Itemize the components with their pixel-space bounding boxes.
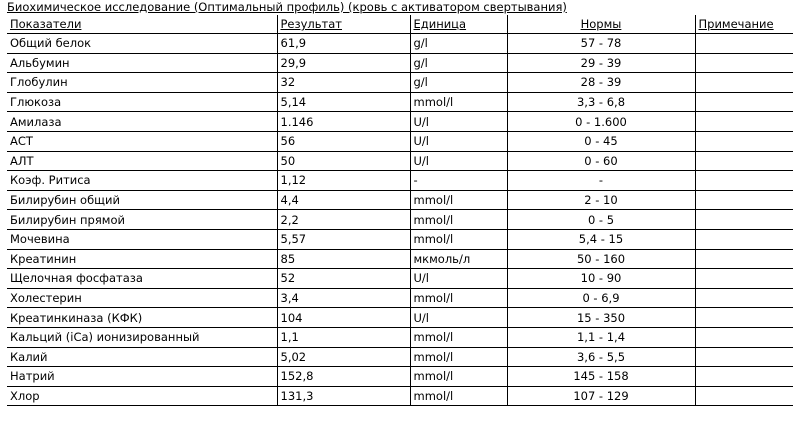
cell-name: Кальций (iCa) ионизированный — [7, 327, 277, 347]
cell-norm: 15 - 350 — [507, 308, 695, 328]
cell-result: 52 — [277, 269, 410, 289]
cell-name: Щелочная фосфатаза — [7, 269, 277, 289]
cell-name: Общий белок — [7, 34, 277, 54]
table-row — [7, 112, 793, 132]
cell-result: 2,2 — [277, 210, 410, 230]
cell-norm: 0 - 5 — [507, 210, 695, 230]
cell-note — [695, 131, 793, 151]
cell-norm: 1,1 - 1,4 — [507, 327, 695, 347]
cell-note — [695, 190, 793, 210]
cell-name: Глобулин — [7, 73, 277, 93]
cell-norm: 57 - 78 — [507, 34, 695, 54]
cell-result: 152,8 — [277, 367, 410, 387]
cell-unit: g/l — [410, 53, 507, 73]
cell-name: Мочевина — [7, 229, 277, 249]
cell-norm: - — [507, 171, 695, 191]
cell-result: 56 — [277, 131, 410, 151]
cell-norm: 28 - 39 — [507, 73, 695, 93]
table-row — [7, 347, 793, 367]
table-row — [7, 34, 793, 54]
table-row — [7, 73, 793, 93]
cell-note — [695, 308, 793, 328]
cell-name: Коэф. Ритиса — [7, 171, 277, 191]
cell-norm: 2 - 10 — [507, 190, 695, 210]
cell-result: 4,4 — [277, 190, 410, 210]
cell-norm: 0 - 45 — [507, 131, 695, 151]
cell-result: 61,9 — [277, 34, 410, 54]
cell-unit: mmol/l — [410, 347, 507, 367]
header-result: Результат — [277, 15, 410, 34]
cell-result: 5,02 — [277, 347, 410, 367]
cell-unit: U/l — [410, 308, 507, 328]
table-row — [7, 131, 793, 151]
cell-name: Амилаза — [7, 112, 277, 132]
cell-unit: U/l — [410, 112, 507, 132]
cell-result: 3,4 — [277, 288, 410, 308]
cell-name: Билирубин общий — [7, 190, 277, 210]
table-row — [7, 249, 793, 269]
cell-norm: 107 - 129 — [507, 386, 695, 406]
table-row — [7, 308, 793, 328]
table-row — [7, 190, 793, 210]
cell-note — [695, 53, 793, 73]
cell-unit: мкмоль/л — [410, 249, 507, 269]
cell-note — [695, 112, 793, 132]
cell-name: АЛТ — [7, 151, 277, 171]
cell-note — [695, 386, 793, 406]
cell-note — [695, 229, 793, 249]
header-note — [695, 15, 793, 34]
cell-unit: U/l — [410, 151, 507, 171]
table-row — [7, 229, 793, 249]
results-table — [7, 15, 793, 406]
cell-unit: mmol/l — [410, 190, 507, 210]
header-unit: Единица — [410, 15, 507, 34]
cell-result: 85 — [277, 249, 410, 269]
document-title: Биохимическое исследование (Оптимальный профиль) (кровь с активатором свертывания) — [7, 0, 567, 14]
cell-norm: 0 - 6,9 — [507, 288, 695, 308]
cell-unit: - — [410, 171, 507, 191]
cell-name: АСТ — [7, 131, 277, 151]
cell-norm: 0 - 60 — [507, 151, 695, 171]
cell-result: 1,1 — [277, 327, 410, 347]
table-body — [7, 34, 793, 406]
cell-unit: U/l — [410, 269, 507, 289]
header-norm: Нормы — [507, 15, 695, 34]
cell-note — [695, 367, 793, 387]
cell-unit: U/l — [410, 131, 507, 151]
cell-name: Калий — [7, 347, 277, 367]
table-row — [7, 327, 793, 347]
cell-unit: g/l — [410, 34, 507, 54]
cell-result: 32 — [277, 73, 410, 93]
table-row — [7, 171, 793, 191]
cell-name: Натрий — [7, 367, 277, 387]
cell-note — [695, 249, 793, 269]
cell-unit: mmol/l — [410, 92, 507, 112]
cell-note — [695, 347, 793, 367]
cell-note — [695, 269, 793, 289]
cell-note — [695, 92, 793, 112]
cell-name: Креатинкиназа (КФК) — [7, 308, 277, 328]
cell-norm: 3,6 - 5,5 — [507, 347, 695, 367]
table-row — [7, 92, 793, 112]
cell-name: Холестерин — [7, 288, 277, 308]
table-row — [7, 386, 793, 406]
cell-unit: mmol/l — [410, 327, 507, 347]
cell-result: 29,9 — [277, 53, 410, 73]
cell-name: Хлор — [7, 386, 277, 406]
cell-note — [695, 34, 793, 54]
cell-norm: 145 - 158 — [507, 367, 695, 387]
cell-norm: 29 - 39 — [507, 53, 695, 73]
cell-note — [695, 288, 793, 308]
cell-note — [695, 210, 793, 230]
cell-result: 5,14 — [277, 92, 410, 112]
header-note-label: Примечание — [698, 17, 774, 31]
cell-norm: 10 - 90 — [507, 269, 695, 289]
table-row — [7, 367, 793, 387]
cell-result: 104 — [277, 308, 410, 328]
cell-note — [695, 171, 793, 191]
cell-name: Глюкоза — [7, 92, 277, 112]
table-row — [7, 151, 793, 171]
cell-name: Билирубин прямой — [7, 210, 277, 230]
cell-norm: 0 - 1.600 — [507, 112, 695, 132]
cell-result: 5,57 — [277, 229, 410, 249]
cell-result: 1,12 — [277, 171, 410, 191]
cell-note — [695, 151, 793, 171]
table-header-row — [7, 15, 793, 34]
cell-unit: mmol/l — [410, 210, 507, 230]
header-name: Показатели — [7, 15, 277, 34]
cell-result: 1.146 — [277, 112, 410, 132]
cell-unit: mmol/l — [410, 229, 507, 249]
table-row — [7, 53, 793, 73]
cell-norm: 50 - 160 — [507, 249, 695, 269]
table-row — [7, 288, 793, 308]
cell-unit: mmol/l — [410, 367, 507, 387]
cell-note — [695, 327, 793, 347]
cell-result: 50 — [277, 151, 410, 171]
cell-norm: 3,3 - 6,8 — [507, 92, 695, 112]
cell-note — [695, 73, 793, 93]
cell-norm: 5,4 - 15 — [507, 229, 695, 249]
cell-name: Креатинин — [7, 249, 277, 269]
table-row — [7, 210, 793, 230]
cell-name: Альбумин — [7, 53, 277, 73]
cell-result: 131,3 — [277, 386, 410, 406]
cell-unit: mmol/l — [410, 386, 507, 406]
cell-unit: mmol/l — [410, 288, 507, 308]
table-row — [7, 269, 793, 289]
cell-unit: g/l — [410, 73, 507, 93]
